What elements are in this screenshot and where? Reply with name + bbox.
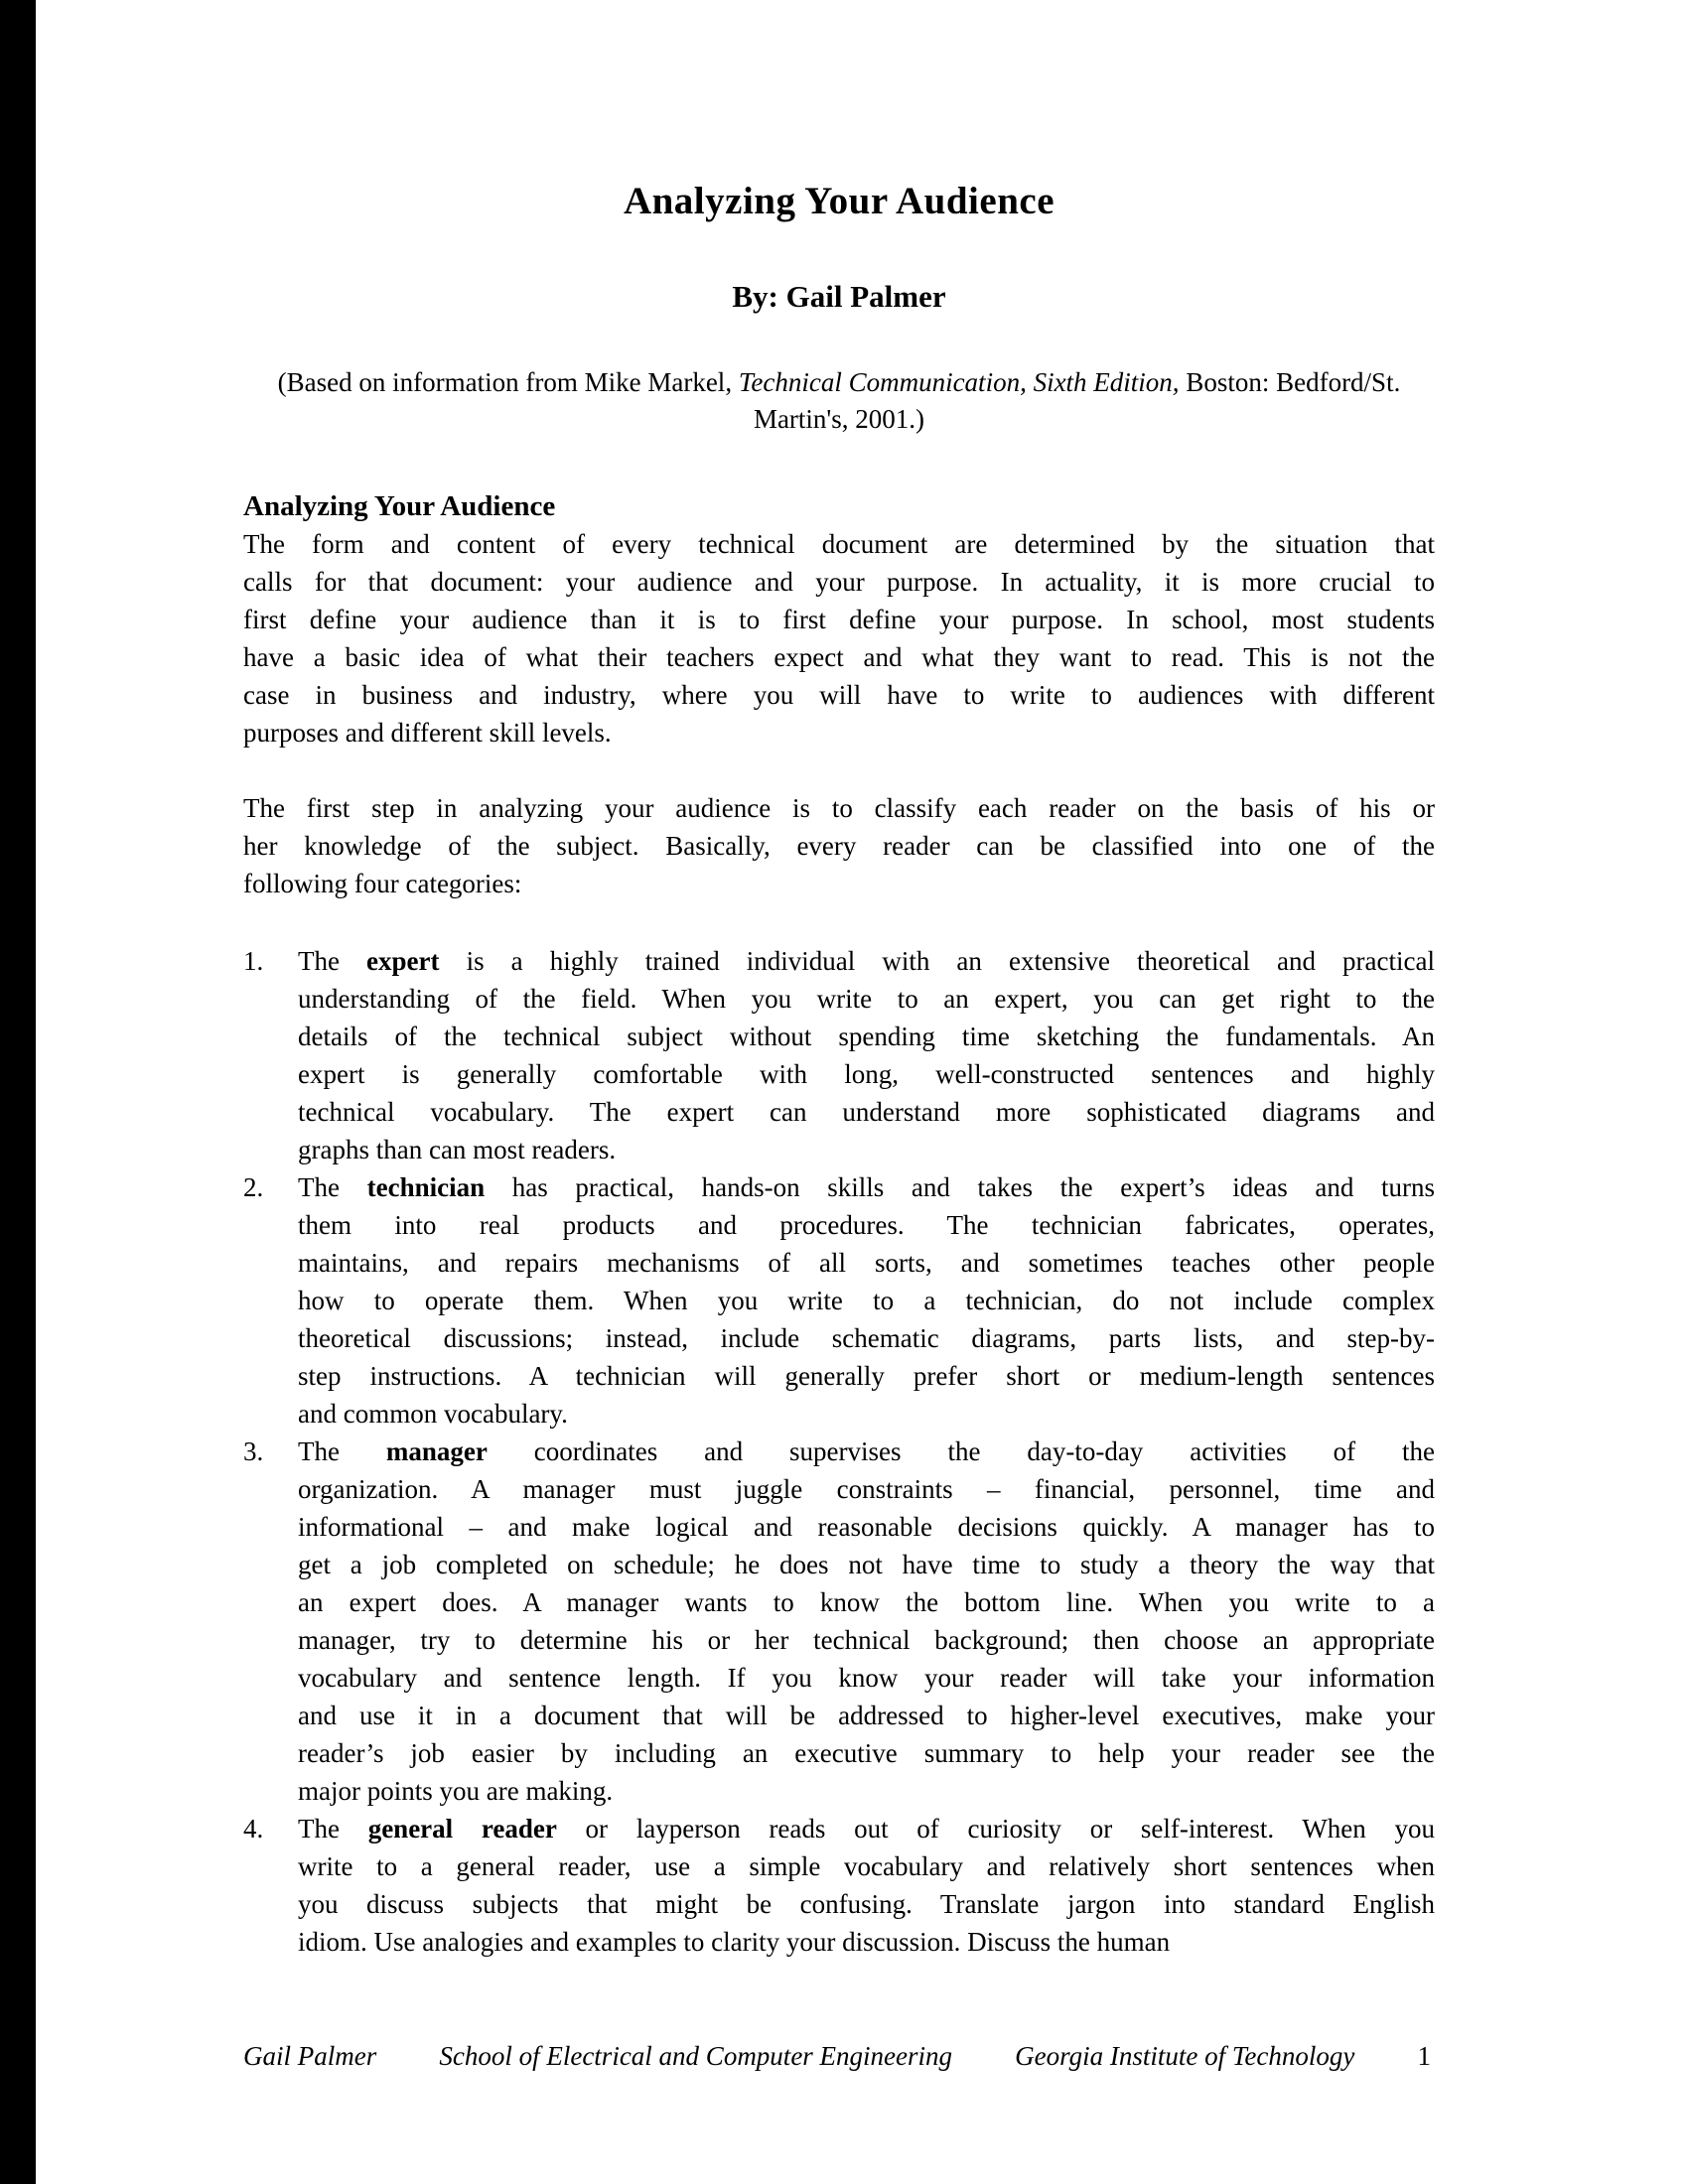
text-line: how to operate them. When you write to a technician, do not include complex bbox=[298, 1286, 1435, 1315]
text-line: informational – and make logical and reasonable decisions quickly. A manager has to bbox=[298, 1512, 1435, 1542]
list-item-number: 2. bbox=[243, 1172, 264, 1202]
body-paragraphs bbox=[243, 525, 1435, 902]
text-line: The general reader or layperson reads out of curiosity or self-interest. When you bbox=[298, 1814, 1435, 1843]
text-line: calls for that document: your audience and your purpose. In actuality, it is more crucial to bbox=[243, 567, 1435, 597]
text-line: idiom. Use analogies and examples to clarity your discussion. Discuss the human bbox=[298, 1927, 1171, 1957]
text-line: and common vocabulary. bbox=[298, 1399, 568, 1429]
text-line: write to a general reader, use a simple vocabulary and relatively short sentences when bbox=[298, 1851, 1435, 1881]
text-line: The form and content of every technical document are determined by the situation that bbox=[243, 529, 1435, 559]
list-item-number: 1. bbox=[243, 946, 264, 976]
text-line: her knowledge of the subject. Basically, every reader can be classified into one of the bbox=[243, 831, 1435, 861]
text-line: organization. A manager must juggle constraints – financial, personnel, time and bbox=[298, 1474, 1435, 1504]
text-line: graphs than can most readers. bbox=[298, 1135, 617, 1164]
list-item-number: 4. bbox=[243, 1814, 264, 1843]
section-heading: Analyzing Your Audience bbox=[243, 490, 556, 522]
list-item-number: 3. bbox=[243, 1436, 264, 1466]
paragraph bbox=[243, 525, 1435, 751]
document-content bbox=[243, 0, 1435, 1961]
text-line: manager, try to determine his or her technical background; then choose an appropriate bbox=[298, 1625, 1435, 1655]
list-item-text bbox=[298, 942, 1435, 1168]
text-line: major points you are making. bbox=[298, 1776, 614, 1806]
text-line: The expert is a highly trained individual with an extensive theoretical and practical bbox=[298, 946, 1435, 976]
citation-line: (Based on information from Mike Markel, Technical Communication, Sixth Edition, Boston: Bedford/St. bbox=[277, 367, 1401, 397]
text-line: details of the technical subject without spending time sketching the fundamentals. An bbox=[298, 1022, 1435, 1051]
text-line: purposes and different skill levels. bbox=[243, 718, 612, 748]
text-line: step instructions. A technician will generally prefer short or medium-length sentences bbox=[298, 1361, 1435, 1391]
list-item bbox=[243, 1433, 1435, 1810]
text-line: The technician has practical, hands-on skills and takes the expert’s ideas and turns bbox=[298, 1172, 1435, 1202]
text-line: following four categories: bbox=[243, 869, 522, 898]
text-line: The first step in analyzing your audience is to classify each reader on the basis of his or bbox=[243, 793, 1435, 823]
list-item-text bbox=[298, 1433, 1435, 1810]
page-footer bbox=[243, 2041, 1435, 2072]
list-item-text bbox=[298, 1168, 1435, 1433]
scan-edge-bar bbox=[0, 0, 36, 2184]
text-line: have a basic idea of what their teachers expect and what they want to read. This is not the bbox=[243, 642, 1435, 672]
footer-department: School of Electrical and Computer Engineering bbox=[439, 2041, 953, 2071]
text-line: maintains, and repairs mechanisms of all sorts, and sometimes teaches other people bbox=[298, 1248, 1435, 1278]
text-line: them into real products and procedures. The technician fabricates, operates, bbox=[298, 1210, 1435, 1240]
footer-institution: Georgia Institute of Technology bbox=[1015, 2041, 1355, 2071]
text-line: an expert does. A manager wants to know the bottom line. When you write to a bbox=[298, 1587, 1435, 1617]
paragraph bbox=[243, 789, 1435, 902]
text-line: vocabulary and sentence length. If you know your reader will take your information bbox=[298, 1663, 1435, 1693]
text-line: The manager coordinates and supervises the day-to-day activities of the bbox=[298, 1436, 1435, 1466]
text-line: you discuss subjects that might be confusing. Translate jargon into standard English bbox=[298, 1889, 1435, 1919]
text-line: get a job completed on schedule; he does not have time to study a theory the way that bbox=[298, 1550, 1435, 1579]
list-item bbox=[243, 1810, 1435, 1961]
text-line: understanding of the field. When you write to an expert, you can get right to the bbox=[298, 984, 1435, 1014]
list-item bbox=[243, 1168, 1435, 1433]
document-title: Analyzing Your Audience bbox=[623, 180, 1055, 222]
text-line: and use it in a document that will be addressed to higher-level executives, make your bbox=[298, 1701, 1435, 1730]
text-line: expert is generally comfortable with long, well-constructed sentences and highly bbox=[298, 1059, 1435, 1089]
document-byline: By: Gail Palmer bbox=[732, 279, 946, 314]
text-line: technical vocabulary. The expert can understand more sophisticated diagrams and bbox=[298, 1097, 1435, 1127]
text-line: reader’s job easier by including an executive summary to help your reader see the bbox=[298, 1738, 1435, 1768]
numbered-list bbox=[243, 942, 1435, 1961]
citation bbox=[243, 364, 1435, 438]
text-line: case in business and industry, where you will have to write to audiences with different bbox=[243, 680, 1435, 710]
footer-author: Gail Palmer bbox=[243, 2041, 377, 2071]
list-item-text bbox=[298, 1810, 1435, 1961]
footer-page-number: 1 bbox=[1417, 2041, 1431, 2071]
list-item bbox=[243, 942, 1435, 1168]
text-line: theoretical discussions; instead, include schematic diagrams, parts lists, and step-by- bbox=[298, 1323, 1435, 1353]
citation-line: Martin's, 2001.) bbox=[753, 404, 925, 434]
text-line: first define your audience than it is to first define your purpose. In school, most students bbox=[243, 605, 1435, 634]
